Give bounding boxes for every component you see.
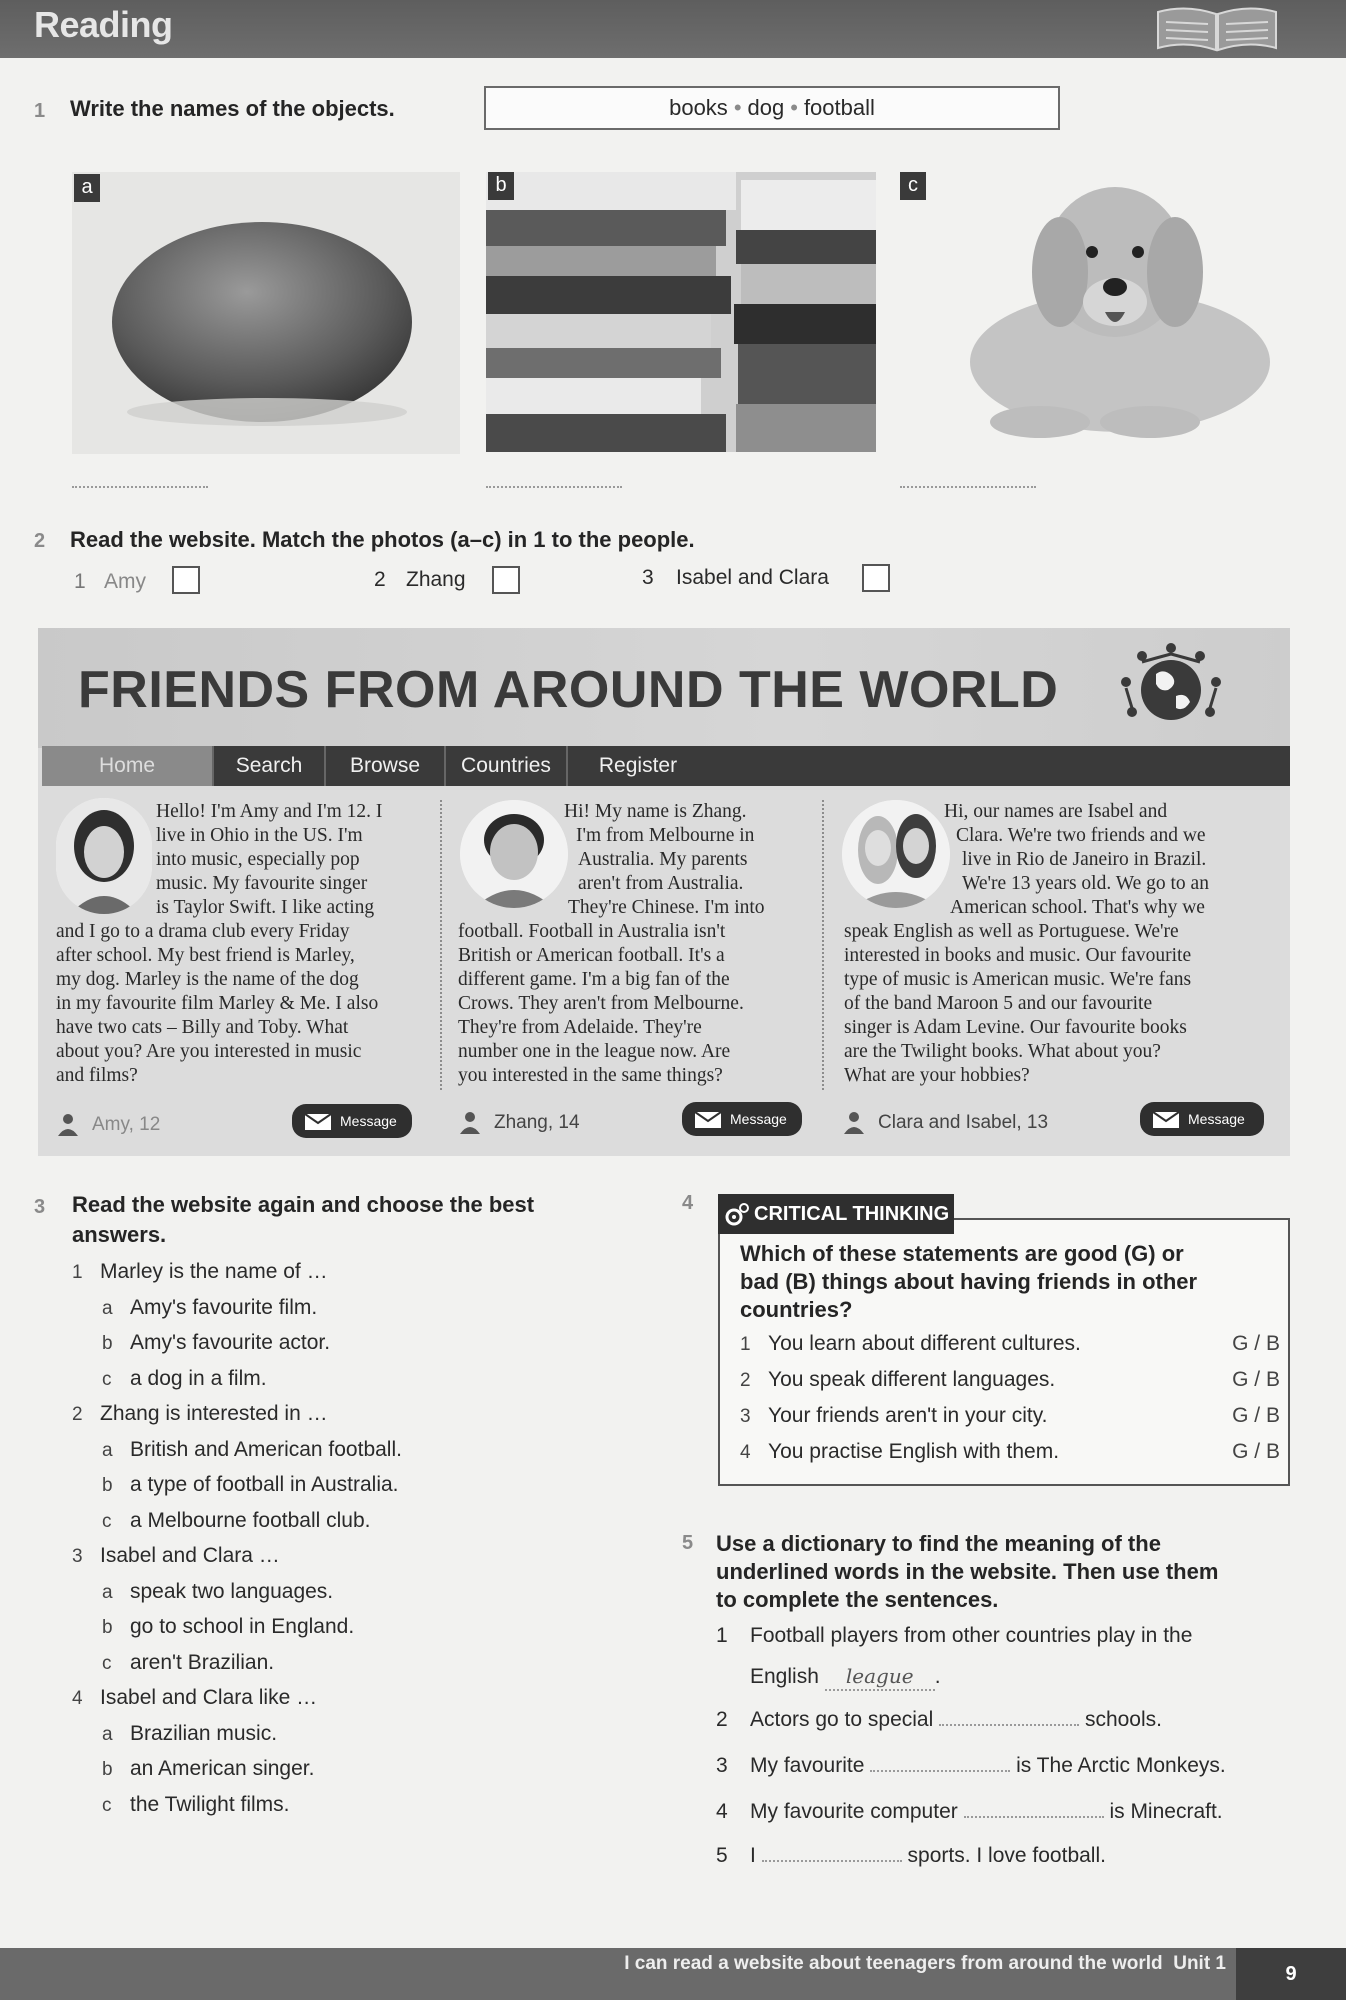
critical-thinking-tag — [718, 1194, 954, 1234]
q5-num-1: 1 — [716, 1624, 728, 1647]
word-dog: dog — [747, 95, 785, 120]
post-line: interested in books and music. Our favourite — [844, 945, 1192, 966]
q5-sentence-1b: English league . — [750, 1664, 941, 1691]
q5-sentence-5: I sports. I love football. — [750, 1844, 1106, 1867]
answer-blank-1[interactable]: league — [825, 1664, 935, 1691]
message-label: Message — [340, 1113, 397, 1129]
q3-option[interactable]: b a type of football in Australia. — [102, 1473, 399, 1496]
q2-item-3-number: 3 — [642, 566, 654, 589]
post-line: music. My favourite singer — [156, 873, 368, 894]
zhang-message-button[interactable] — [682, 1102, 802, 1136]
q4-statement-3: 3 Your friends aren't in your city. G / B — [740, 1404, 1280, 1427]
post-line: of the band Maroon 5 and our favourite — [844, 993, 1153, 1014]
post-line: aren't from Australia. — [578, 873, 744, 894]
post-line: type of music is American music. We're fans — [844, 969, 1192, 990]
open-book-icon — [1152, 4, 1282, 54]
q3-option[interactable]: a Amy's favourite film. — [102, 1295, 318, 1319]
q2-item-3-checkbox[interactable] — [862, 564, 890, 592]
q3-instruction-line-1: Read the website again and choose the best — [72, 1192, 535, 1217]
g-b-choice[interactable]: G / B — [1232, 1440, 1280, 1463]
user-icon — [842, 1110, 866, 1134]
post-line: into music, especially pop — [156, 849, 360, 870]
g-b-choice[interactable]: G / B — [1232, 1404, 1280, 1427]
message-label: Message — [1188, 1111, 1245, 1127]
post-line: about you? Are you interested in music — [56, 1041, 362, 1062]
footer-statement: I can read a website about teenagers from around the world Unit 1 — [624, 1953, 1226, 1974]
nav-home[interactable]: Home — [42, 746, 214, 786]
post-line: Crows. They aren't from Melbourne. — [458, 993, 744, 1014]
nav-browse[interactable]: Browse — [326, 746, 446, 786]
post-line: Hi, our names are Isabel and — [944, 801, 1168, 822]
page-title: Reading — [34, 4, 173, 45]
post-line: They're from Adelaide. They're — [458, 1017, 702, 1038]
post-line: They're Chinese. I'm into — [568, 897, 765, 918]
q3-option[interactable]: b Amy's favourite actor. — [102, 1331, 331, 1354]
q2-number: 2 — [34, 530, 46, 552]
q3-option[interactable]: b go to school in England. — [102, 1615, 355, 1638]
amy-author: Amy, 12 — [92, 1114, 161, 1135]
q5-num-4: 4 — [716, 1800, 728, 1823]
q5-num-2: 2 — [716, 1708, 728, 1731]
post-divider-1 — [440, 800, 442, 1090]
post-line: What are your hobbies? — [844, 1065, 1030, 1086]
envelope-icon — [304, 1113, 332, 1131]
q1-instruction: Write the names of the objects. — [70, 96, 395, 121]
amy-message-button[interactable] — [292, 1104, 412, 1138]
nav-search[interactable]: Search — [214, 746, 326, 786]
post-line: in my favourite film Marley & Me. I also — [56, 993, 379, 1014]
q3-number: 3 — [34, 1196, 46, 1218]
q4-statement-2: 2 You speak different languages. G / B — [740, 1368, 1280, 1391]
q3-question-3: 3 Isabel and Clara … — [72, 1544, 280, 1567]
photo-label-c: c — [900, 172, 926, 200]
isabel-clara-post — [844, 800, 1274, 1088]
q3-option[interactable]: c the Twilight films. — [102, 1792, 290, 1816]
post-line: and I go to a drama club every Friday — [56, 921, 350, 942]
post-line: you interested in the same things? — [458, 1065, 723, 1086]
post-line: Clara. We're two friends and we — [956, 825, 1206, 846]
post-line: singer is Adam Levine. Our favourite books — [844, 1017, 1187, 1038]
football-photo — [72, 172, 460, 454]
post-line: have two cats – Billy and Toby. What — [56, 1017, 349, 1038]
word-box: books • dog • football — [484, 86, 1060, 130]
word-books: books — [669, 95, 728, 120]
zhang-author: Zhang, 14 — [494, 1112, 580, 1133]
answer-blank-2[interactable] — [939, 1708, 1079, 1726]
g-b-choice[interactable]: G / B — [1232, 1332, 1280, 1355]
q2-item-2-name: Zhang — [406, 568, 466, 591]
post-line: Hi! My name is Zhang. — [564, 801, 747, 822]
answer-blank-3[interactable] — [870, 1754, 1010, 1772]
q2-item-2-checkbox[interactable] — [492, 566, 520, 594]
gears-icon — [724, 1202, 750, 1228]
q2-instruction: Read the website. Match the photos (a–c) in 1 to the people. — [70, 527, 695, 552]
q3-question-4: 4 Isabel and Clara like … — [72, 1686, 318, 1709]
q5-sentence-4: My favourite computer is Minecraft. — [750, 1800, 1223, 1823]
books-image — [486, 172, 876, 452]
q4-number: 4 — [682, 1192, 694, 1214]
q3-questions — [72, 1260, 632, 1828]
answer-line-b[interactable] — [486, 486, 622, 488]
answer-blank-5[interactable] — [762, 1844, 902, 1862]
q3-option[interactable]: a British and American football. — [102, 1437, 402, 1461]
post-line: football. Football in Australia isn't — [458, 921, 726, 942]
message-label: Message — [730, 1111, 787, 1127]
dog-image — [900, 172, 1290, 454]
q2-item-1-name: Amy — [104, 570, 146, 593]
q2-item-1-checkbox[interactable] — [172, 566, 200, 594]
answer-line-a[interactable] — [72, 486, 208, 488]
answer-blank-4[interactable] — [964, 1800, 1104, 1818]
books-photo — [486, 172, 876, 452]
post-line: and films? — [56, 1065, 138, 1086]
q5-num-5: 5 — [716, 1844, 728, 1867]
post-line: American school. That's why we — [950, 897, 1205, 918]
q5-num-3: 3 — [716, 1754, 728, 1777]
q4-statements — [740, 1332, 1280, 1476]
dog-photo — [900, 172, 1290, 454]
website-title: FRIENDS FROM AROUND THE WORLD — [78, 661, 1059, 719]
q4-statement-4: 4 You practise English with them. G / B — [740, 1440, 1280, 1463]
football-image — [72, 172, 460, 454]
user-icon — [56, 1112, 80, 1136]
q3-option[interactable]: a speak two languages. — [102, 1579, 334, 1603]
post-line: We're 13 years old. We go to an — [962, 873, 1209, 894]
photo-label-b: b — [488, 172, 514, 200]
q3-option[interactable]: b an American singer. — [102, 1757, 315, 1780]
amy-post — [56, 800, 426, 1088]
q2-item-1-number: 1 — [74, 570, 86, 593]
post-line: Hello! I'm Amy and I'm 12. I — [156, 801, 383, 822]
q3-option[interactable]: c a dog in a film. — [102, 1366, 267, 1390]
zhang-post — [458, 800, 798, 1088]
nav-countries[interactable]: Countries — [446, 746, 568, 786]
post-line: British or American football. It's a — [458, 945, 725, 966]
envelope-icon — [694, 1111, 722, 1129]
critical-thinking-label: CRITICAL THINKING — [754, 1203, 950, 1225]
q1-number: 1 — [34, 100, 46, 122]
q3-instruction-line-2: answers. — [72, 1222, 167, 1247]
q3-option[interactable]: a Brazilian music. — [102, 1721, 278, 1745]
g-b-choice[interactable]: G / B — [1232, 1368, 1280, 1391]
q5-sentence-1a: Football players from other countries play in the — [750, 1624, 1193, 1647]
answer-line-c[interactable] — [900, 486, 1036, 488]
isabel-clara-message-button[interactable] — [1140, 1102, 1264, 1136]
post-line: Australia. My parents — [578, 849, 748, 870]
envelope-icon — [1152, 1111, 1180, 1129]
post-line: number one in the league now. Are — [458, 1041, 731, 1062]
post-line: live in Rio de Janeiro in Brazil. — [962, 849, 1207, 870]
globe-people-icon — [1112, 638, 1230, 738]
q4-question: Which of these statements are good (G) or bad (B) things about having friends in other countries? — [740, 1241, 1198, 1322]
post-divider-2 — [822, 800, 824, 1090]
nav-register[interactable]: Register — [598, 754, 678, 777]
post-line: is Taylor Swift. I like acting — [156, 897, 375, 918]
post-line: my dog. Marley is the name of the dog — [56, 969, 359, 990]
q5-instruction: Use a dictionary to find the meaning of the underlined words in the website. Then use them to complete the sentences. — [716, 1531, 1219, 1612]
header-bar — [0, 0, 1346, 58]
q3-option[interactable]: c a Melbourne football club. — [102, 1508, 371, 1532]
post-line: live in Ohio in the US. I'm — [156, 825, 363, 846]
footer-unit: Unit 1 — [1173, 1953, 1226, 1974]
isabel-clara-author: Clara and Isabel, 13 — [878, 1112, 1049, 1133]
q5-sentence-3: My favourite is The Arctic Monkeys. — [750, 1754, 1226, 1777]
q5-sentence-2: Actors go to special schools. — [750, 1708, 1162, 1731]
q4-statement-1: 1 You learn about different cultures. G / B — [740, 1332, 1280, 1355]
post-line: after school. My best friend is Marley, — [56, 945, 355, 966]
q3-option[interactable]: c aren't Brazilian. — [102, 1650, 275, 1674]
q3-question-2: 2 Zhang is interested in … — [72, 1402, 328, 1425]
post-line: different game. I'm a big fan of the — [458, 969, 730, 990]
q2-item-2-number: 2 — [374, 568, 386, 591]
post-line: I'm from Melbourne in — [576, 825, 755, 846]
photo-label-a: a — [74, 174, 100, 202]
page-number: 9 — [1236, 1948, 1346, 2000]
q3-question-1: 1 Marley is the name of … — [72, 1260, 328, 1283]
post-line: speak English as well as Portuguese. We're — [844, 921, 1179, 942]
word-football: football — [803, 95, 875, 120]
q2-item-3-name: Isabel and Clara — [676, 566, 829, 589]
post-line: are the Twilight books. What about you? — [844, 1041, 1161, 1062]
user-icon — [458, 1110, 482, 1134]
q5-number: 5 — [682, 1532, 694, 1554]
